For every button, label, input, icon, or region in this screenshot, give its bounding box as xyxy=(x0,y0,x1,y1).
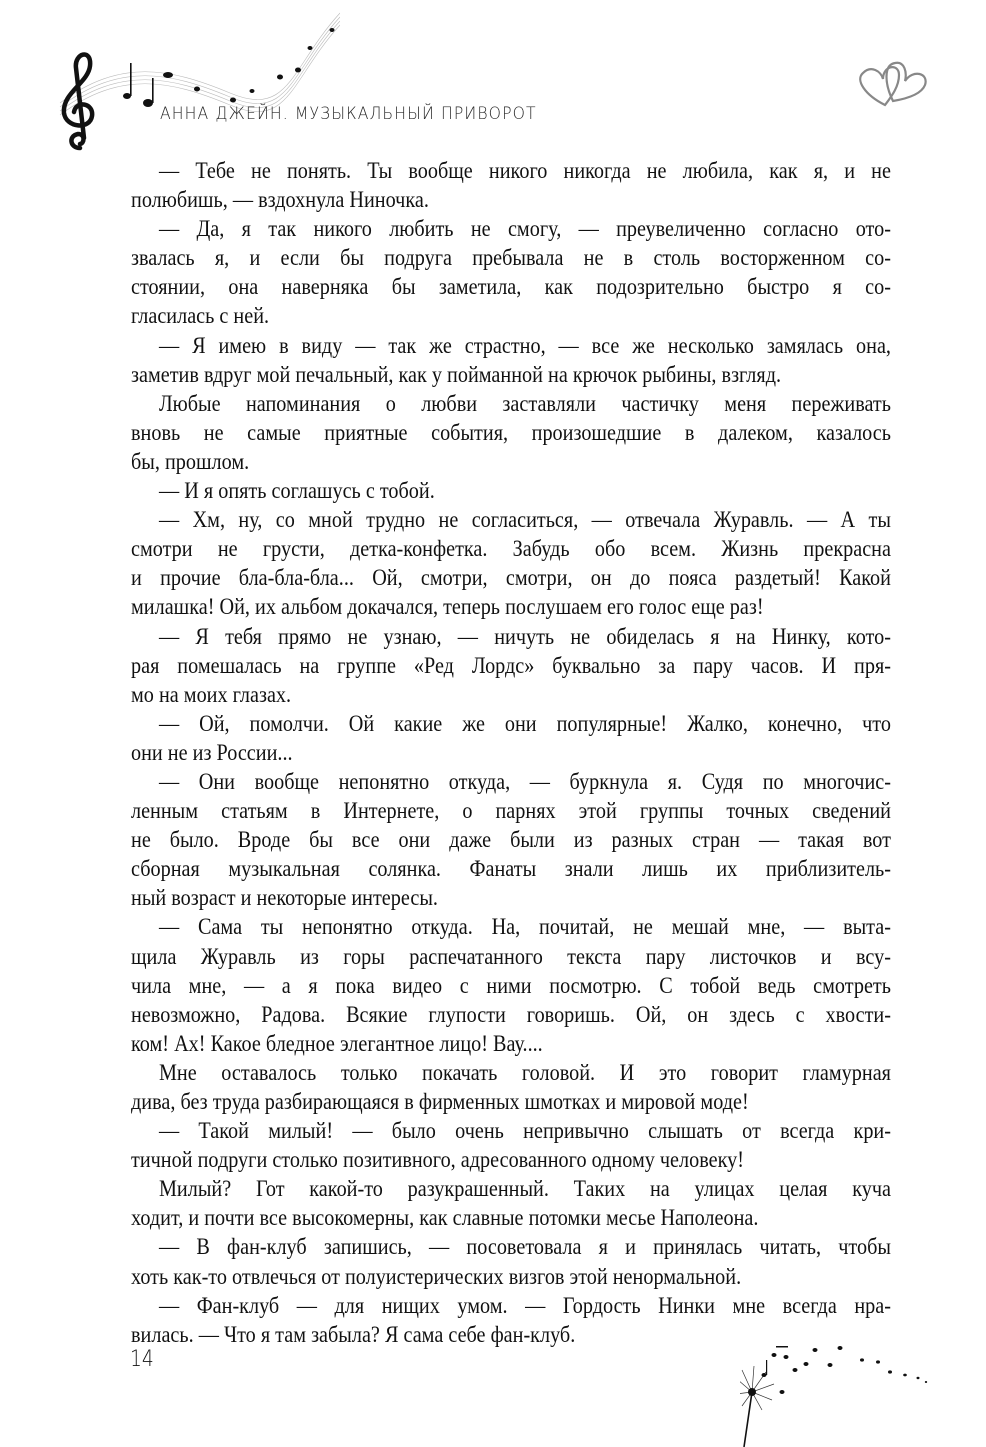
text-line: не было. Вроде бы все они даже были из разных стран — такая вот xyxy=(131,827,891,854)
treble-clef-music-notes-icon xyxy=(40,8,340,158)
text-line: звалась я, и если бы подруга пребывала не в столь восторженном со- xyxy=(131,245,891,272)
page-number: 14 xyxy=(130,1347,154,1372)
text-line: мо на моих глазах. xyxy=(131,681,292,708)
text-line: смотри не грусти, детка-конфетка. Забудь обо всем. Жизнь прекрасна xyxy=(131,536,891,563)
text-line: вилась. — Что я там забыла? Я сама себе фан-клуб. xyxy=(131,1321,576,1348)
text-line: — В фан-клуб запишись, — посоветовала я и принялась читать, чтобы xyxy=(158,1234,891,1261)
text-line: гласилась с ней. xyxy=(131,303,270,330)
text-line: ком! Ах! Какое бледное элегантное лицо! Вау.... xyxy=(131,1030,543,1057)
text-line: милашка! Ой, их альбом докачался, теперь послушаем его голос еще раз! xyxy=(131,594,764,621)
intertwined-hearts-icon xyxy=(855,55,935,115)
text-line: сборная музыкальная солянка. Фанаты знали лишь их приблизитель- xyxy=(131,856,891,883)
text-line: дива, без труда разбирающаяся в фирменных шмотках и мировой моде! xyxy=(131,1089,749,1115)
text-line: и прочие бла-бла-бла... Ой, смотри, смотри, он до пояса раздетый! Какой xyxy=(131,565,891,592)
text-line: — Тебе не понять. Ты вообще никого никогда не любила, как я, и не xyxy=(158,158,891,184)
text-line: бы, прошлом. xyxy=(131,448,250,475)
text-line: — Сама ты непонятно откуда. На, почитай, не мешай мне, — выта- xyxy=(158,914,891,941)
text-line: хоть как-то отвлечься от полуистерических визгов этой ненормальной. xyxy=(131,1263,742,1290)
text-line: невозможно, Радова. Всякие глупости говоришь. Ой, он здесь с хвости- xyxy=(131,1001,891,1028)
text-line: ленным статьям в Интернете, о парнях этой группы точных сведений xyxy=(131,798,891,825)
text-line: — Фан-клуб — для нищих умом. — Гордость Нинки мне всегда нра- xyxy=(158,1292,891,1319)
text-line: — Они вообще непонятно откуда, — буркнула я. Судя по многочис- xyxy=(158,768,891,795)
text-line: Милый? Гот какой-то разукрашенный. Таких на улицах целая куча xyxy=(158,1176,891,1203)
dandelion-music-notes-icon xyxy=(740,1320,986,1447)
text-line: Любые напоминания о любви заставляли частичку меня переживать xyxy=(158,390,891,417)
text-line: они не из России... xyxy=(131,739,293,766)
text-line: тичной подруги столько позитивного, адресованного одному человеку! xyxy=(131,1147,744,1174)
text-line: заметив вдруг мой печальный, как у пойманной на крючок рыбины, взгляд. xyxy=(131,361,782,388)
text-line: стоянии, она наверняка бы заметила, как подозрительно быстро я со- xyxy=(131,274,891,301)
text-line: — Такой милый! — было очень непривычно слышать от всегда кри- xyxy=(158,1118,891,1145)
text-line: — Да, я так никого любить не смогу, — преувеличенно согласно ото- xyxy=(158,216,891,243)
text-line: Мне оставалось только покачать головой. И это говорит гламурная xyxy=(158,1059,891,1086)
running-head: АННА ДЖЕЙН. МУЗЫКАЛЬНЫЙ ПРИВОРОТ xyxy=(160,104,537,124)
text-line: — Я тебя прямо не узнаю, — ничуть не обиделась я на Нинку, кото- xyxy=(158,623,891,650)
text-line: чила мне, — а я пока видео с ними посмотрю. С тобой ведь смотреть xyxy=(131,972,891,999)
text-line: щила Журавль из горы распечатанного текста пару листочков и всу- xyxy=(131,943,891,970)
text-line: ходит, и почти все высокомерны, как славные потомки месье Наполеона. xyxy=(131,1205,759,1232)
text-line: вновь не самые приятные события, произошедшие в далеком, казалось xyxy=(131,419,891,446)
text-line: ный возраст и некоторые интересы. xyxy=(131,885,438,912)
text-line: — Я имею в виду — так же страстно, — все же несколько замялась она, xyxy=(158,332,891,359)
text-line: — Хм, ну, со мной трудно не согласиться, — отвечала Журавль. — А ты xyxy=(158,507,891,534)
text-line: рая помешалась на группе «Ред Лордс» буквально за пару часов. И пря- xyxy=(131,652,891,679)
body-text xyxy=(131,157,891,1350)
text-line: — И я опять соглашусь с тобой. xyxy=(158,478,435,505)
text-line: — Ой, помолчи. Ой какие же они популярные! Жалко, конечно, что xyxy=(158,710,891,737)
text-line: полюбишь, — вздохнула Ниночка. xyxy=(131,187,429,214)
